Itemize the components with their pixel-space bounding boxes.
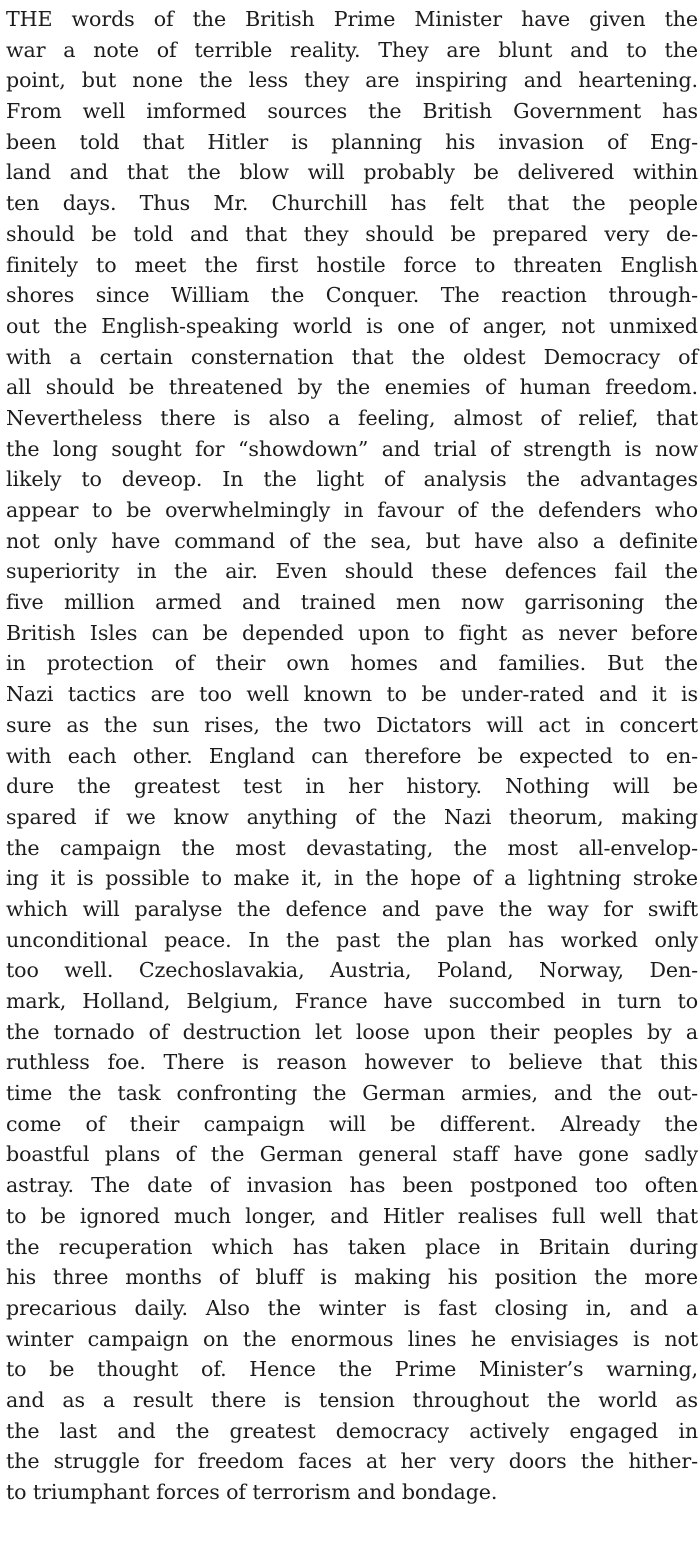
text-line: Nazi tactics are too well known to be under-rated and it is	[6, 682, 698, 707]
text-line: From well imformed sources the British Government has	[6, 99, 698, 124]
text-line: unconditional peace. In the past the plan has worked only	[6, 927, 698, 952]
text-line: all should be threatened by the enemies of human freedom.	[6, 375, 698, 400]
text-line: dure the greatest test in her history. Nothing will be	[6, 774, 698, 799]
article-paragraph	[6, 4, 698, 1508]
text-line: boastful plans of the German general staff have gone sadly	[6, 1142, 698, 1167]
text-line: which will paralyse the defence and pave the way for swift	[6, 896, 698, 921]
text-line: precarious daily. Also the winter is fast closing in, and a	[6, 1295, 698, 1320]
text-line: the struggle for freedom faces at her very doors the hither-	[6, 1449, 698, 1474]
text-line: British Isles can be depended upon to fight as never before	[6, 620, 698, 645]
text-line: and as a result there is tension throughout the world as	[6, 1387, 698, 1412]
text-line: his three months of bluff is making his position the more	[6, 1265, 698, 1290]
text-line: should be told and that they should be prepared very de-	[6, 221, 698, 246]
text-line: sure as the sun rises, the two Dictators will act in concert	[6, 712, 698, 737]
text-line: not only have command of the sea, but have also a definite	[6, 528, 698, 553]
text-line: too well. Czechoslavakia, Austria, Poland, Norway, Den-	[6, 958, 698, 983]
article-page	[6, 4, 698, 1508]
text-line: superiority in the air. Even should these defences fail the	[6, 559, 698, 584]
text-line: ruthless foe. There is reason however to believe that this	[6, 1050, 698, 1075]
text-line: appear to be overwhelmingly in favour of the defenders who	[6, 498, 698, 522]
text-line: come of their campaign will be different. Already the	[6, 1111, 698, 1136]
text-line-last: to triumphant forces of terrorism and bondage.	[6, 1480, 498, 1504]
text-line: point, but none the less they are inspiring and heartening.	[6, 68, 698, 93]
text-line: ing it is possible to make it, in the hope of a lightning stroke	[6, 866, 698, 891]
text-line: to be ignored much longer, and Hitler realises full well that	[6, 1203, 698, 1228]
text-line: been told that Hitler is planning his invasion of Eng-	[6, 129, 698, 154]
text-line: war a note of terrible reality. They are blunt and to the	[6, 37, 698, 62]
text-line: with a certain consternation that the oldest Democracy of	[6, 344, 698, 369]
text-line: the long sought for “showdown” and trial of strength is now	[6, 436, 698, 461]
text-line: the tornado of destruction let loose upon their peoples by a	[6, 1019, 698, 1044]
text-line: astray. The date of invasion has been postponed too often	[6, 1173, 698, 1198]
text-line: the recuperation which has taken place in Britain during	[6, 1234, 698, 1259]
text-line: in protection of their own homes and families. But the	[6, 651, 698, 676]
text-line: shores since William the Conquer. The reaction through-	[6, 283, 698, 308]
text-line: winter campaign on the enormous lines he envisiages is not	[6, 1326, 698, 1351]
text-line: land and that the blow will probably be delivered within	[6, 160, 698, 185]
text-line: finitely to meet the first hostile force to threaten English	[6, 252, 698, 277]
text-line: time the task confronting the German armies, and the out-	[6, 1081, 698, 1106]
text-line: the campaign the most devastating, the most all-envelop-	[6, 835, 698, 860]
text-line: ten days. Thus Mr. Churchill has felt that the people	[6, 191, 698, 216]
text-line: with each other. England can therefore be expected to en-	[6, 743, 698, 768]
text-line: likely to deveop. In the light of analysis the advantages	[6, 467, 698, 492]
text-line: mark, Holland, Belgium, France have succombed in turn to	[6, 989, 698, 1013]
text-line: out the English-speaking world is one of anger, not unmixed	[6, 313, 698, 338]
text-line: the last and the greatest democracy actively engaged in	[6, 1418, 698, 1443]
text-line: spared if we know anything of the Nazi theorum, making	[6, 804, 698, 829]
text-line: THE words of the British Prime Minister have given the	[6, 7, 698, 31]
text-line: Nevertheless there is also a feeling, almost of relief, that	[6, 405, 698, 430]
text-line: five million armed and trained men now garrisoning the	[6, 590, 698, 615]
text-line: to be thought of. Hence the Prime Minister’s warning,	[6, 1357, 698, 1382]
